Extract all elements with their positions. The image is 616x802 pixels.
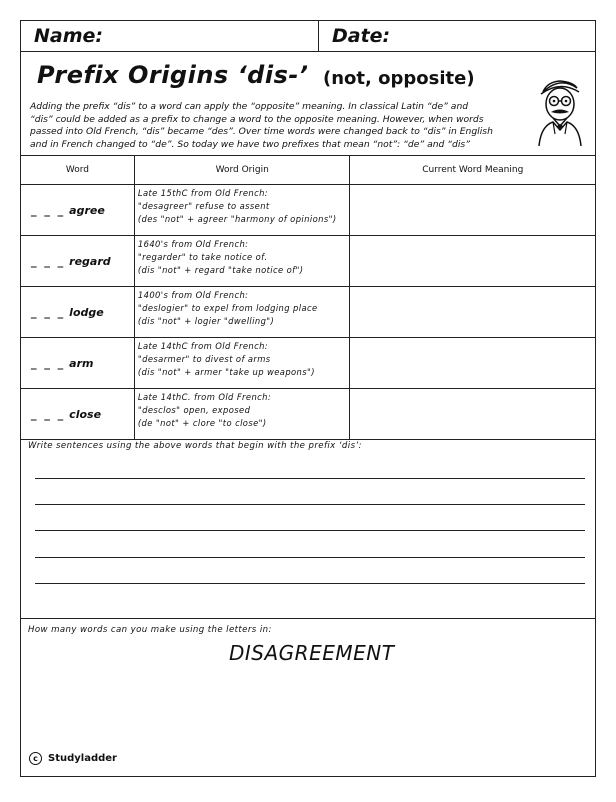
origin-line: (dis "not" + logier "dwelling")	[137, 316, 275, 326]
writing-line[interactable]	[35, 557, 585, 558]
origin-cell	[134, 287, 350, 338]
page-subtitle: (not, opposite)	[323, 68, 475, 89]
header-divider	[318, 21, 319, 51]
word-text: close	[69, 407, 102, 421]
intro-paragraph	[30, 101, 530, 151]
table-row	[21, 389, 596, 440]
origin-line: "regarder" to take notice of.	[137, 252, 268, 262]
word-cell	[21, 338, 135, 389]
word-cell	[21, 287, 135, 338]
word-text: arm	[69, 356, 94, 370]
word-text: agree	[69, 203, 105, 217]
origin-line: "desarmer" to divest of arms	[137, 354, 271, 364]
origin-line: (de "not" + clore "to close")	[137, 418, 267, 428]
origin-cell	[134, 236, 350, 287]
table-row	[21, 338, 596, 389]
origin-line: (dis "not" + regard "take notice of")	[137, 265, 304, 275]
letters-word: DISAGREEMENT	[229, 641, 395, 665]
column-header-origin: Word Origin	[134, 156, 350, 185]
origin-cell	[134, 185, 350, 236]
origin-line: "deslogier" to expel from lodging place	[137, 303, 318, 313]
page-title: Prefix Origins ‘dis-’	[37, 61, 309, 89]
prefix-blank[interactable]: _ _ _	[31, 305, 66, 319]
table-header-row	[21, 156, 596, 185]
brand-name: Studyladder	[48, 753, 117, 764]
header-bar	[21, 21, 595, 52]
table-row	[21, 185, 596, 236]
professor-illustration	[533, 74, 587, 146]
origin-line: Late 14thC from Old French:	[137, 341, 269, 351]
meaning-answer-cell[interactable]	[350, 236, 596, 287]
meaning-answer-cell[interactable]	[350, 287, 596, 338]
footer	[29, 752, 117, 765]
writing-line[interactable]	[35, 478, 585, 479]
origin-line: "desagreer" refuse to assent	[137, 201, 270, 211]
writing-line[interactable]	[35, 530, 585, 531]
meaning-answer-cell[interactable]	[350, 389, 596, 440]
intro-line: Adding the prefix “dis” to a word can apply the “opposite” meaning. In classical Latin “de” and	[30, 101, 469, 112]
date-label: Date:	[332, 25, 391, 47]
meaning-answer-cell[interactable]	[350, 338, 596, 389]
prefix-blank[interactable]: _ _ _	[31, 407, 66, 421]
origin-line: (des "not" + agreer "harmony of opinions")	[137, 214, 337, 224]
origin-line: 1400's from Old French:	[137, 290, 249, 300]
meaning-answer-cell[interactable]	[350, 185, 596, 236]
origin-line: (dis "not" + armer "take up weapons")	[137, 367, 315, 377]
word-origin-table	[20, 155, 596, 440]
name-label: Name:	[34, 25, 104, 47]
sentences-section	[21, 433, 595, 619]
word-cell	[21, 185, 135, 236]
copyright-icon: c	[29, 752, 42, 765]
table-row	[21, 236, 596, 287]
word-cell	[21, 236, 135, 287]
intro-line: “dis” could be added as a prefix to change a word to the opposite meaning. However, when words	[30, 113, 484, 125]
intro-line: passed into Old French, “dis” became “des”. Over time words were changed back to “dis” in English	[30, 126, 493, 138]
word-cell	[21, 389, 135, 440]
prefix-blank[interactable]: _ _ _	[31, 203, 66, 217]
origin-cell	[134, 338, 350, 389]
word-text: lodge	[69, 305, 104, 319]
sentences-prompt: Write sentences using the above words that begin with the prefix ‘dis’:	[28, 441, 362, 451]
origin-line: Late 15thC from Old French:	[137, 188, 269, 198]
origin-line: "desclos" open, exposed	[137, 405, 251, 415]
word-text: regard	[69, 254, 111, 268]
origin-line: 1640's from Old French:	[137, 239, 249, 249]
worksheet	[20, 20, 596, 777]
writing-line[interactable]	[35, 504, 585, 505]
column-header-meaning: Current Word Meaning	[350, 156, 596, 185]
letters-prompt: How many words can you make using the letters in:	[28, 625, 272, 635]
writing-line[interactable]	[35, 583, 585, 584]
origin-cell	[134, 389, 350, 440]
prefix-blank[interactable]: _ _ _	[31, 356, 66, 370]
column-header-word: Word	[21, 156, 135, 185]
table-row	[21, 287, 596, 338]
intro-line: and in French changed to “de”. So today we have two prefixes that mean “not”: “de” and “dis”	[30, 138, 470, 150]
prefix-blank[interactable]: _ _ _	[31, 254, 66, 268]
origin-line: Late 14thC. from Old French:	[137, 392, 272, 402]
